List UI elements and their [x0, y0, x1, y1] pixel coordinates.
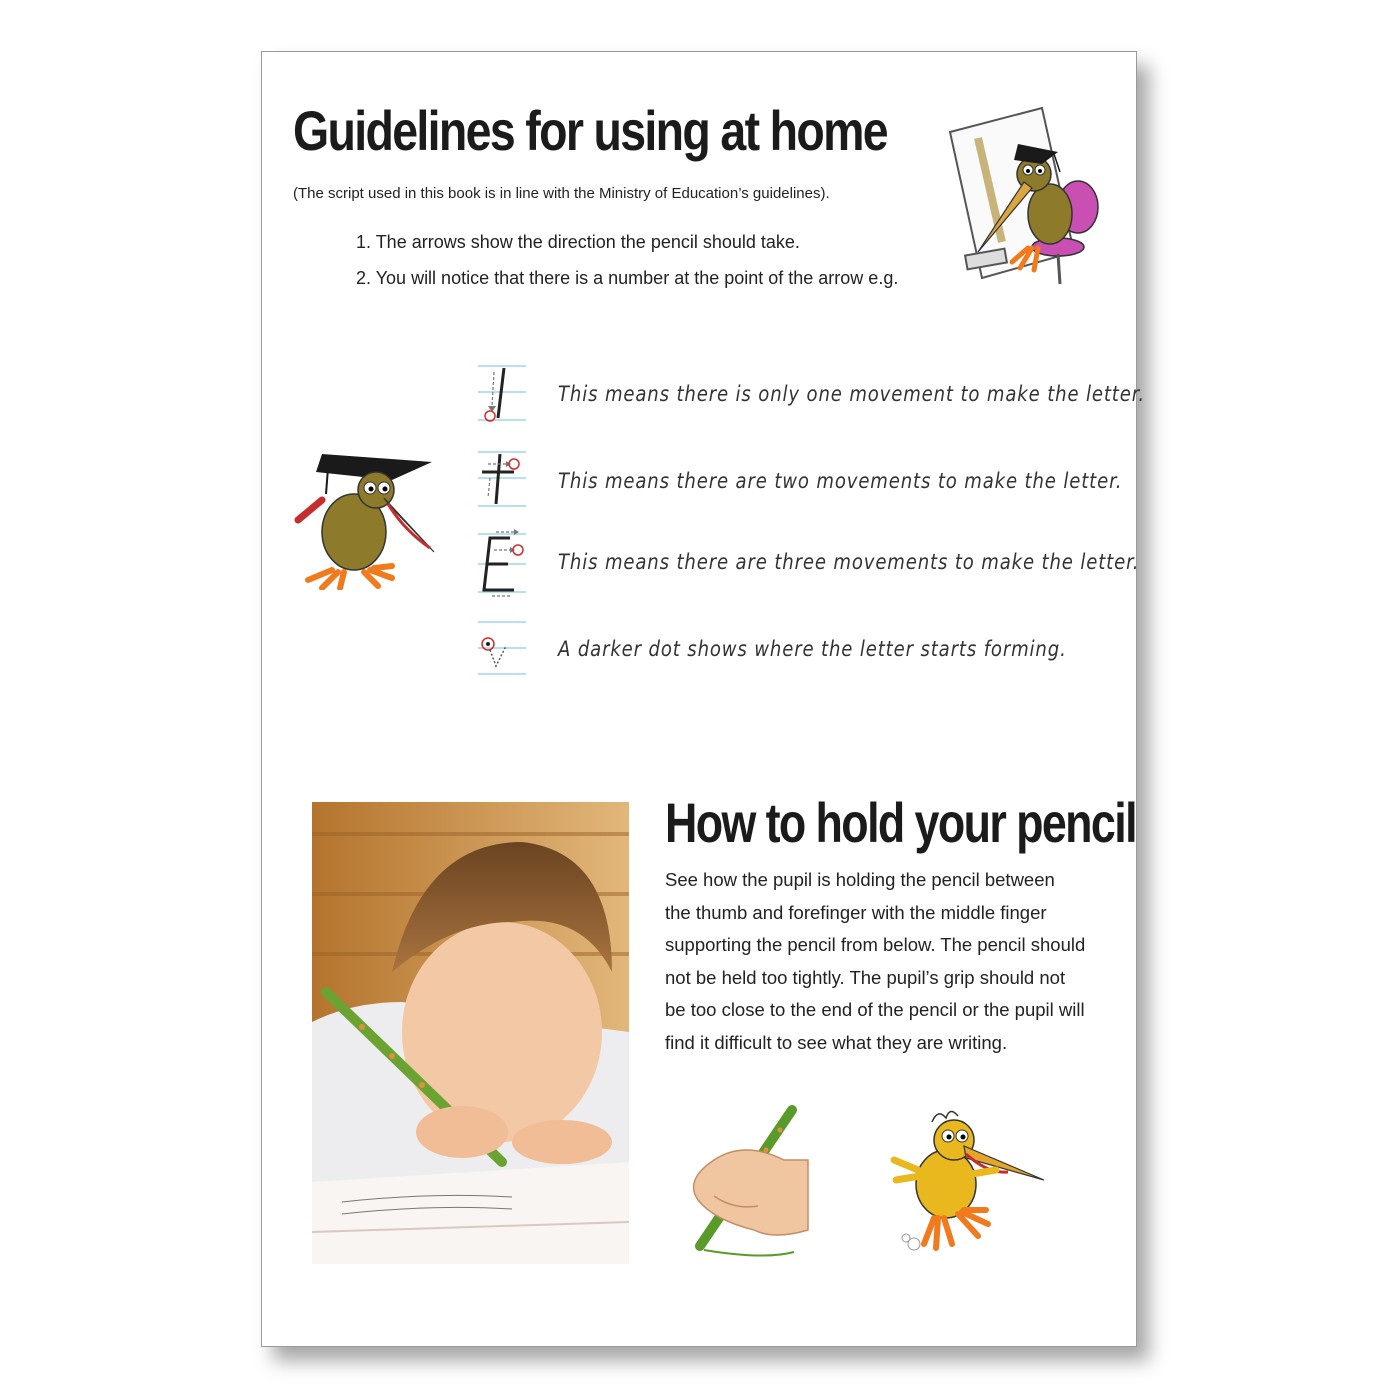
example-text-1: This means there is only one movement to make the letter. — [558, 382, 1145, 406]
starting-dot-diagram — [474, 618, 530, 682]
guidelines-note: (The script used in this book is in line with the Ministry of Education’s guidelines). — [293, 185, 830, 202]
guidelines-title: Guidelines for using at home — [293, 99, 887, 162]
paragraph-line: the thumb and forefinger with the middle finger — [665, 901, 1047, 923]
rule-1: 1. The arrows show the direction the pencil should take. — [356, 232, 800, 252]
paragraph-line: be too close to the end of the pencil or the pupil will — [665, 999, 1085, 1020]
hand-holding-pencil-illustration — [674, 1100, 814, 1260]
letter-t-diagram — [474, 448, 530, 512]
example-text-2: This means there are two movements to make the letter. — [558, 469, 1123, 493]
paragraph-line: See how the pupil is holding the pencil between — [665, 869, 1055, 890]
letter-e-diagram — [474, 528, 530, 598]
kiwi-graduate-with-pencil-illustration — [292, 440, 442, 590]
pencil-paragraph — [665, 864, 1105, 1059]
paragraph-line: supporting the pencil from below. The pencil should — [665, 934, 1086, 955]
example-text-3: This means there are three movements to make the letter. — [558, 550, 1140, 574]
boy-writing-photo — [312, 802, 629, 1264]
page — [261, 51, 1145, 1347]
happy-kiwi-illustration — [888, 1094, 1048, 1264]
paragraph-line: not be held too tightly. The pupil’s grip should not — [665, 966, 1066, 988]
letter-l-diagram — [474, 362, 530, 426]
pencil-title: How to hold your pencil — [665, 791, 1136, 854]
example-text-4: A darker dot shows where the letter starts forming. — [558, 637, 1067, 661]
kiwi-at-easel-illustration — [942, 102, 1102, 292]
paragraph-line: find it difficult to see what they are writing. — [665, 1031, 1008, 1053]
rule-2: 2. You will notice that there is a number at the point of the arrow e.g. — [356, 268, 899, 288]
